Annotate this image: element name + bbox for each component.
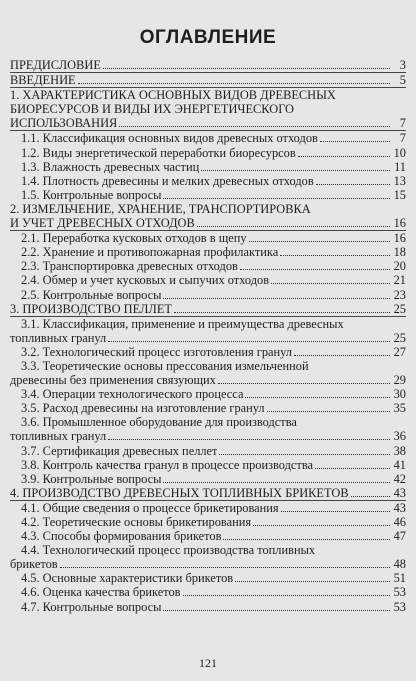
toc-entry-page: 11	[394, 159, 406, 174]
dot-leader	[280, 255, 390, 256]
page-title: ОГЛАВЛЕНИЕ	[139, 27, 277, 48]
toc-entry-page: 53	[393, 599, 406, 614]
toc-entry-page: 7	[399, 116, 406, 131]
dot-leader	[271, 283, 390, 284]
toc-entry-page: 46	[393, 515, 406, 529]
toc-entry	[10, 543, 406, 557]
dot-leader	[163, 198, 390, 199]
toc-entry	[10, 359, 406, 373]
toc-entry	[10, 273, 406, 287]
toc-entry-page: 30	[393, 387, 406, 402]
toc-entry-page: 5	[399, 73, 406, 88]
toc-entry	[10, 444, 406, 458]
toc-entry-title: 3.4. Операции технологического процесса	[21, 387, 244, 402]
toc-entry-page: 21	[393, 273, 406, 288]
dot-leader	[218, 383, 390, 384]
dot-leader	[163, 482, 390, 483]
toc-entry	[10, 288, 406, 302]
dot-leader	[119, 126, 390, 127]
toc-entry-page: 42	[393, 471, 406, 486]
toc-entry-title: топливных гранул	[10, 330, 107, 345]
dot-leader	[281, 511, 390, 512]
dot-leader	[298, 156, 390, 157]
toc-entry	[10, 174, 406, 188]
toc-entry-title: 1.1. Классификация основных видов древесных отходов	[21, 131, 318, 146]
toc-entry-page: 15	[393, 187, 406, 202]
toc-entry-page: 16	[393, 216, 406, 231]
toc-entry-title: 4.6. Оценка качества брикетов	[21, 585, 181, 600]
toc-entry-title: 4.7. Контрольные вопросы	[21, 599, 162, 614]
toc-entry-title: ПРЕДИСЛОВИЕ	[10, 58, 101, 72]
dot-leader	[201, 170, 390, 171]
page-number: 121	[199, 656, 217, 670]
table-of-contents	[10, 58, 406, 614]
toc-entry	[10, 529, 406, 543]
toc-entry-title: ИСПОЛЬЗОВАНИЯ	[10, 116, 118, 131]
toc-entry	[10, 73, 406, 88]
dot-leader	[351, 496, 390, 497]
toc-entry-title: 3.5. Расход древесины на изготовление гранул	[21, 401, 265, 416]
dot-leader	[267, 411, 390, 412]
toc-entry	[10, 331, 406, 345]
dot-leader	[315, 468, 390, 469]
toc-entry-title: 1.4. Плотность древесины и мелких древесных отходов	[21, 173, 314, 188]
dot-leader	[294, 355, 390, 356]
toc-entry-title: 1.5. Контрольные вопросы	[21, 187, 162, 202]
toc-entry	[10, 131, 406, 145]
dot-leader	[245, 397, 390, 398]
toc-entry-page: 10	[393, 145, 406, 160]
toc-entry-title: 1. ХАРАКТЕРИСТИКА ОСНОВНЫХ ВИДОВ ДРЕВЕСНЫХ	[10, 88, 336, 103]
toc-entry	[10, 415, 406, 429]
toc-entry-title: топливных гранул	[10, 429, 107, 444]
toc-entry	[10, 216, 406, 231]
toc-entry-title: 1.2. Виды энергетической переработки биоресурсов	[21, 145, 296, 160]
toc-entry-title: 4.5. Основные характеристики брикетов	[21, 571, 234, 586]
toc-entry-page: 47	[393, 529, 406, 544]
toc-entry-page: 41	[393, 457, 406, 472]
toc-entry	[10, 116, 406, 131]
toc-entry-title: 2.5. Контрольные вопросы	[21, 287, 162, 302]
dot-leader	[249, 241, 390, 242]
toc-entry-page: 25	[393, 301, 406, 316]
dot-leader	[163, 298, 390, 299]
toc-entry-page: 38	[393, 443, 406, 458]
toc-entry-title: 4. ПРОИЗВОДСТВО ДРЕВЕСНЫХ ТОПЛИВНЫХ БРИКЕТОВ	[10, 485, 349, 500]
toc-entry	[10, 401, 406, 415]
toc-entry-title: 2.3. Транспортировка древесных отходов	[21, 259, 238, 274]
dot-leader	[316, 184, 390, 185]
toc-entry-page: 13	[393, 173, 406, 188]
toc-entry-title: брикетов	[10, 557, 58, 572]
dot-leader	[253, 525, 390, 526]
toc-entry-title: 1.3. Влажность древесных частиц	[21, 159, 200, 174]
toc-entry-title: БИОРЕСУРСОВ И ВИДЫ ИХ ЭНЕРГЕТИЧЕСКОГО	[10, 102, 294, 117]
toc-entry	[10, 486, 406, 501]
toc-entry	[10, 458, 406, 472]
toc-entry	[10, 515, 406, 529]
toc-entry-page: 7	[399, 131, 406, 146]
toc-entry-title: 2.2. Хранение и противопожарная профилактика	[21, 245, 279, 260]
toc-entry	[10, 571, 406, 585]
toc-entry-title: 3.3. Теоретические основы прессования измельченной	[21, 358, 309, 373]
toc-entry-page: 48	[393, 557, 406, 572]
toc-entry-title: 3.7. Сертификация древесных пеллет	[21, 443, 218, 458]
toc-entry	[10, 472, 406, 486]
toc-entry-title: 3.6. Промышленное оборудование для производства	[21, 415, 297, 430]
dot-leader	[174, 312, 390, 313]
toc-entry-page: 53	[393, 585, 406, 600]
toc-entry-title: ВВЕДЕНИЕ	[10, 73, 76, 88]
toc-entry-title: 3.8. Контроль качества гранул в процессе производства	[21, 457, 314, 472]
toc-entry	[10, 245, 406, 259]
dot-leader	[78, 83, 390, 84]
toc-entry	[10, 259, 406, 273]
toc-entry	[10, 188, 406, 202]
toc-entry-title: 3.1. Классификация, применение и преимущества древесных	[21, 316, 344, 331]
toc-entry-page: 36	[393, 429, 406, 444]
dot-leader	[320, 141, 390, 142]
toc-entry-title: 4.4. Технологический процесс производства топливных	[21, 543, 316, 558]
toc-entry	[10, 202, 406, 216]
toc-entry	[10, 557, 406, 571]
toc-entry-page: 18	[393, 245, 406, 260]
dot-leader	[108, 439, 390, 440]
toc-entry-title: 3.9. Контрольные вопросы	[21, 471, 162, 486]
dot-leader	[219, 454, 390, 455]
toc-entry-page: 25	[393, 330, 406, 345]
dot-leader	[223, 539, 390, 540]
dot-leader	[163, 610, 390, 611]
toc-entry	[10, 58, 406, 73]
toc-entry-title: 4.3. Способы формирования брикетов	[21, 529, 222, 544]
toc-entry-page: 23	[393, 287, 406, 302]
toc-entry-page: 43	[393, 485, 406, 500]
toc-entry	[10, 146, 406, 160]
toc-entry	[10, 317, 406, 331]
toc-entry-title: 4.1. Общие сведения о процессе брикетирования	[21, 500, 279, 515]
toc-entry-page: 20	[393, 259, 406, 274]
toc-entry-title: 3.2. Технологический процесс изготовления гранул	[21, 344, 292, 359]
dot-leader	[108, 341, 390, 342]
toc-entry	[10, 160, 406, 174]
toc-entry	[10, 373, 406, 387]
dot-leader	[183, 595, 390, 596]
toc-entry	[10, 501, 406, 515]
toc-entry-title: И УЧЕТ ДРЕВЕСНЫХ ОТХОДОВ	[10, 216, 195, 231]
toc-entry-title: 2.1. Переработка кусковых отходов в щепу	[21, 231, 247, 246]
toc-entry-page: 35	[393, 401, 406, 416]
toc-entry	[10, 387, 406, 401]
toc-entry-page: 3	[399, 58, 406, 72]
dot-leader	[240, 269, 390, 270]
toc-entry	[10, 585, 406, 599]
toc-entry	[10, 88, 406, 102]
toc-entry-page: 51	[393, 571, 406, 586]
toc-entry-title: 2. ИЗМЕЛЬЧЕНИЕ, ХРАНЕНИЕ, ТРАНСПОРТИРОВКА	[10, 201, 311, 216]
toc-entry-title: древесины без применения связующих	[10, 373, 216, 388]
toc-entry	[10, 429, 406, 443]
toc-entry	[10, 102, 406, 116]
dot-leader	[103, 68, 390, 69]
toc-entry	[10, 345, 406, 359]
dot-leader	[197, 226, 390, 227]
toc-entry-page: 16	[393, 231, 406, 246]
toc-entry-page: 29	[393, 373, 406, 388]
toc-entry-title: 2.4. Обмер и учет кусковых и сыпучих отходов	[21, 273, 270, 288]
toc-entry	[10, 231, 406, 245]
toc-entry-page: 43	[393, 500, 406, 515]
toc-entry	[10, 600, 406, 614]
dot-leader	[60, 567, 390, 568]
toc-entry-title: 3. ПРОИЗВОДСТВО ПЕЛЛЕТ	[10, 301, 172, 316]
toc-entry-page: 27	[393, 344, 406, 359]
dot-leader	[235, 581, 390, 582]
toc-entry	[10, 302, 406, 317]
toc-entry-title: 4.2. Теоретические основы брикетирования	[21, 515, 252, 529]
